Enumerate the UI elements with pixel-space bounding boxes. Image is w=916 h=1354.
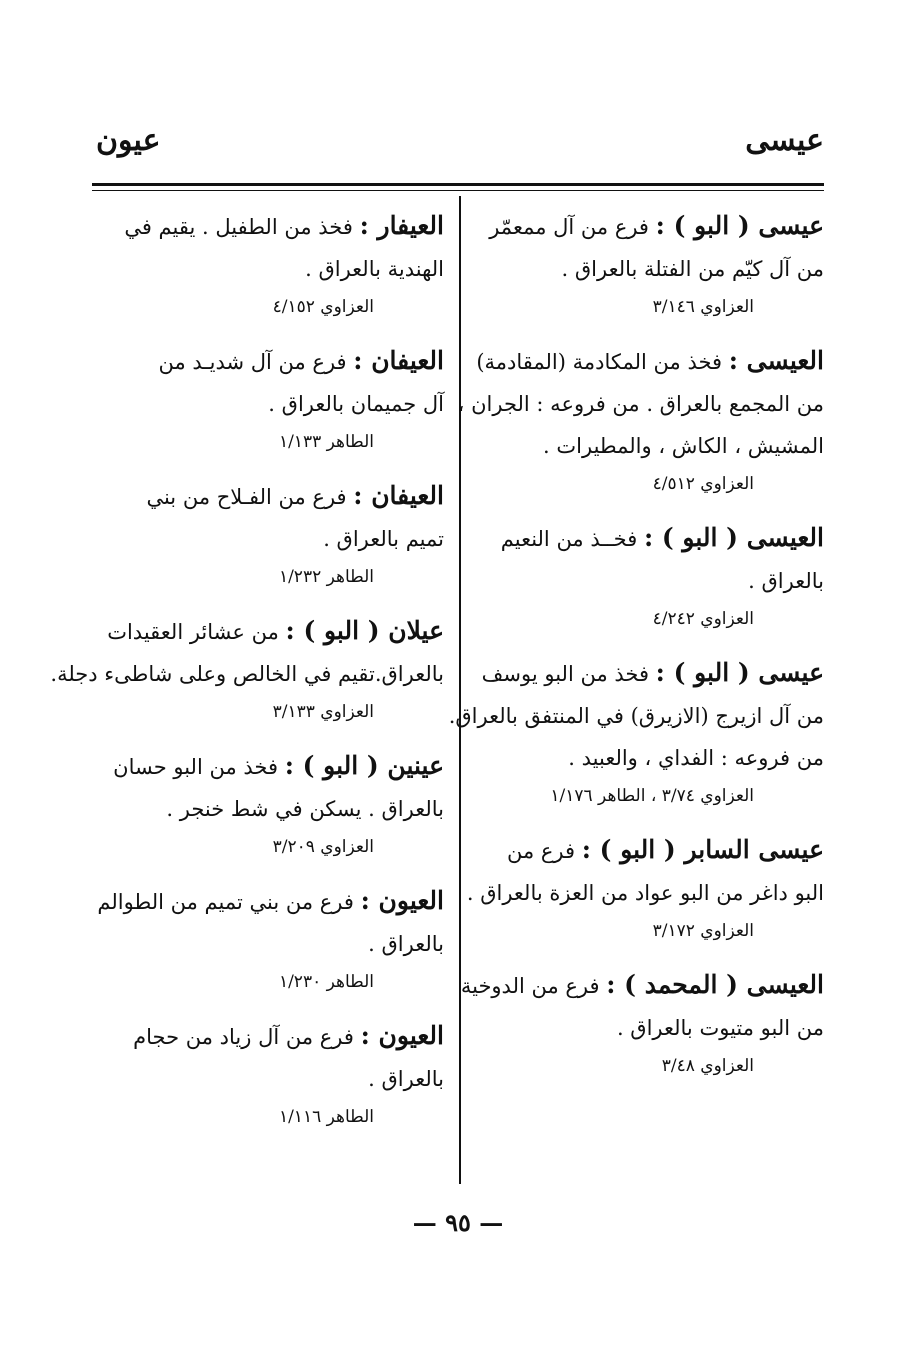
dictionary-entry xyxy=(99,880,444,999)
entry-text: فخذ من الطفيل . يقيم في xyxy=(124,215,353,239)
entry-headword: العيون : xyxy=(360,886,444,915)
entry-text: فخــذ من النعيم xyxy=(500,527,638,551)
entry-reference: العزاوي ٤/١٥٢ xyxy=(272,297,374,317)
dictionary-entry xyxy=(99,745,444,864)
entry-reference: العزاوي ٣/٧٤ ، الطاهر ١/١٧٦ xyxy=(550,786,754,806)
entry-reference: الطاهر ١/١٣٣ xyxy=(278,432,374,452)
dictionary-entry xyxy=(99,205,444,324)
entry-text-line: البو داغر من البو عواد من العزة بالعراق . xyxy=(466,881,824,905)
entry-text: فرع من بني تميم من الطوالم xyxy=(97,890,354,914)
entry-first-line xyxy=(99,610,444,653)
dictionary-entry xyxy=(457,340,824,501)
entry-text: فرع من الفـلاح من بني xyxy=(146,485,347,509)
entry-text-line: المشيش ، الكاش ، والمطيرات . xyxy=(543,434,824,458)
entry-text-line: بالعراق . xyxy=(368,932,444,956)
entry-headword: عيسى ( البو ) : xyxy=(655,211,824,240)
running-header-right: عيسى xyxy=(745,123,824,158)
entry-reference: العزاوي ٣/١٤٦ xyxy=(652,297,754,317)
entry-text-line: تميم بالعراق . xyxy=(323,527,444,551)
dictionary-entry xyxy=(460,964,824,1083)
entry-text-line: من آل ازيرج (الازيرق) في المنتفق بالعراق. xyxy=(448,704,824,728)
running-header-left: عيون xyxy=(96,123,161,158)
entry-reference: العزاوي ٣/٢٠٩ xyxy=(272,837,374,857)
entry-headword: العيسى ( البو ) : xyxy=(643,523,824,552)
left-column xyxy=(50,205,444,1150)
entry-first-line xyxy=(460,964,824,1007)
entry-first-line xyxy=(99,880,444,923)
entry-text-line: آل جميمان بالعراق . xyxy=(268,392,444,416)
dictionary-entry xyxy=(99,340,444,459)
entry-headword: عيلان ( البو ) : xyxy=(285,616,444,645)
dictionary-entry xyxy=(469,205,824,324)
entry-text: فخذ من البو يوسف xyxy=(481,662,649,686)
entry-first-line xyxy=(99,475,444,518)
entry-reference: الطاهر ١/٢٣٠ xyxy=(278,972,374,992)
entry-reference: العزاوي ٣/١٧٢ xyxy=(652,921,754,941)
entry-text-line: من المجمع بالعراق . من فروعه : الجران ، xyxy=(457,392,824,416)
entry-text: فرع من آل ممعمّر xyxy=(489,215,649,239)
entry-headword: عينين ( البو ) : xyxy=(284,751,444,780)
entry-text-line: بالعراق . xyxy=(368,1067,444,1091)
column-divider xyxy=(459,196,461,1184)
entry-reference: الطاهر ١/٢٣٢ xyxy=(278,567,374,587)
entry-reference: العزاوي ٣/١٣٣ xyxy=(272,702,374,722)
entry-reference: العزاوي ٤/٥١٢ xyxy=(652,474,754,494)
entry-text-line: من آل كيّم من الفتلة بالعراق . xyxy=(561,257,824,281)
entry-headword: عيسى ( البو ) : xyxy=(655,658,824,687)
entry-reference: العزاوي ٤/٢٤٢ xyxy=(652,609,754,629)
entry-text: فخذ من البو حسان xyxy=(113,755,278,779)
entry-first-line xyxy=(469,652,824,695)
entry-text: فرع من الدوخية xyxy=(460,974,600,998)
entry-first-line xyxy=(469,829,824,872)
entry-headword: العيسى ( المحمد ) : xyxy=(606,970,824,999)
entry-first-line xyxy=(469,340,824,383)
entry-first-line xyxy=(469,517,824,560)
entry-text: فرع من xyxy=(506,839,576,863)
dictionary-entry xyxy=(99,1015,444,1134)
dictionary-entry xyxy=(466,829,824,948)
entry-headword: العيون : xyxy=(360,1021,444,1050)
header-rule-thick xyxy=(92,183,824,186)
entry-text-line: من البو متيوت بالعراق . xyxy=(616,1016,824,1040)
entry-text: فرع من آل زياد من حجام xyxy=(133,1025,354,1049)
dictionary-entry xyxy=(448,652,824,813)
entry-text-line: من فروعه : الفداي ، والعبيد . xyxy=(568,746,824,770)
entry-reference: العزاوي ٣/٤٨ xyxy=(661,1056,754,1076)
entry-first-line xyxy=(469,205,824,248)
right-column xyxy=(448,205,824,1099)
entry-first-line xyxy=(99,745,444,788)
dictionary-entry xyxy=(50,610,444,729)
entry-headword: العيسى : xyxy=(728,346,824,375)
dictionary-entry xyxy=(469,517,824,636)
entry-first-line xyxy=(99,205,444,248)
entry-text-line: بالعراق.تقيم في الخالص وعلى شاطىء دجلة. xyxy=(50,662,444,686)
entry-headword: العيفان : xyxy=(353,481,444,510)
entry-reference: الطاهر ١/١١٦ xyxy=(278,1107,374,1127)
entry-text-line: بالعراق . يسكن في شط خنجر . xyxy=(166,797,444,821)
entry-headword: العيفار : xyxy=(359,211,444,240)
dictionary-entry xyxy=(99,475,444,594)
entry-text: فخذ من المكادمة (المقادمة) xyxy=(476,350,723,374)
page-number: — ٩٥ — xyxy=(412,1208,504,1237)
entry-text-line: الهندية بالعراق . xyxy=(305,257,444,281)
entry-headword: عيسى السابر ( البو ) : xyxy=(581,835,824,864)
entry-headword: العيفان : xyxy=(353,346,444,375)
entry-text: فرع من آل شديـد من xyxy=(158,350,347,374)
header-rule-thin xyxy=(92,190,824,191)
entry-first-line xyxy=(99,1015,444,1058)
entry-first-line xyxy=(99,340,444,383)
entry-text-line: بالعراق . xyxy=(748,569,824,593)
entry-text: من عشائر العقيدات xyxy=(107,620,279,644)
